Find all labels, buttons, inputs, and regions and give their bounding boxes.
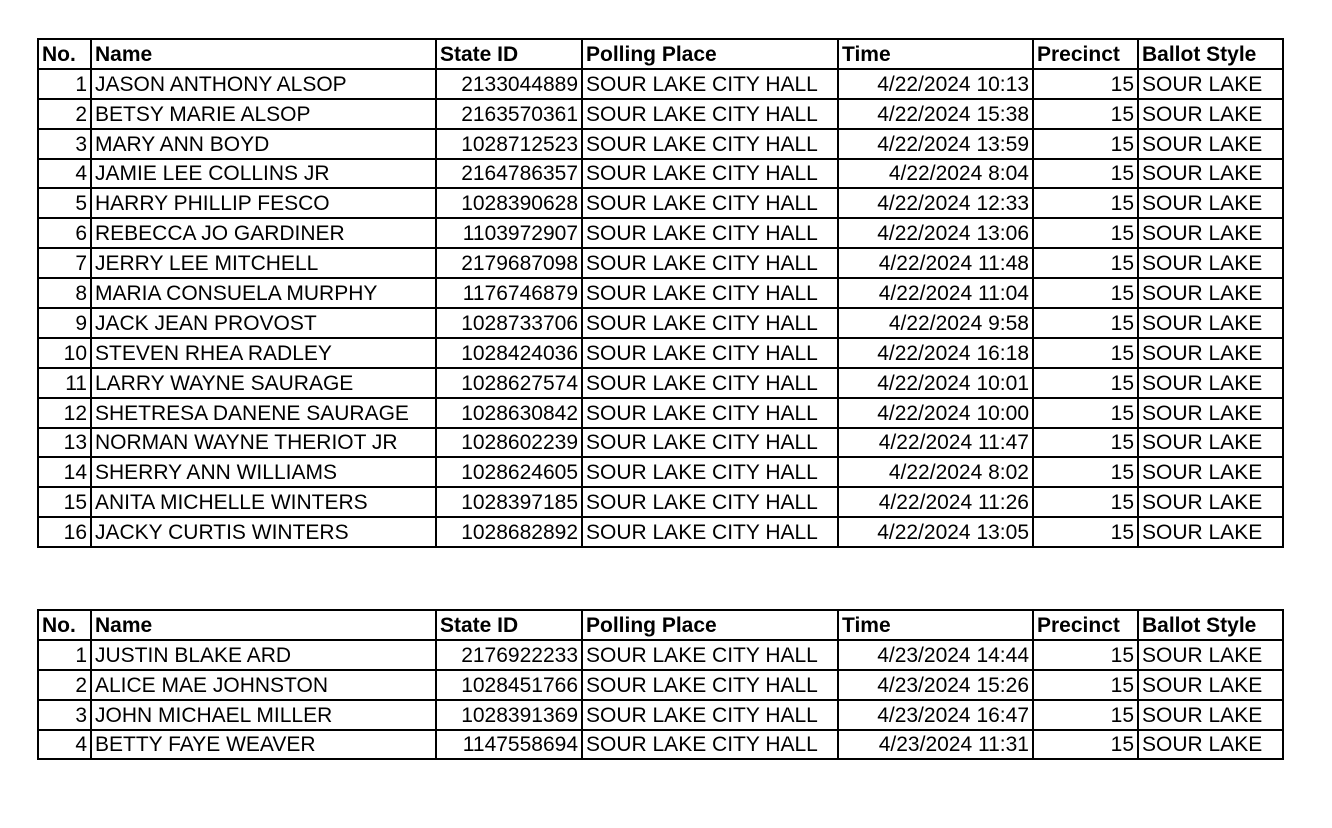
cell-polling-place: SOUR LAKE CITY HALL	[582, 428, 838, 458]
cell-no: 14	[38, 457, 91, 487]
table-row	[38, 640, 1283, 670]
cell-name: LARRY WAYNE SAURAGE	[91, 368, 436, 398]
header-name: Name	[91, 610, 436, 640]
cell-no: 2	[38, 670, 91, 700]
cell-state-id: 2179687098	[436, 248, 582, 278]
cell-polling-place: SOUR LAKE CITY HALL	[582, 159, 838, 189]
cell-precinct: 15	[1033, 248, 1138, 278]
cell-time: 4/22/2024 11:26	[838, 487, 1033, 517]
table-row	[38, 188, 1283, 218]
cell-state-id: 2133044889	[436, 69, 582, 99]
cell-time: 4/22/2024 12:33	[838, 188, 1033, 218]
cell-ballot-style: SOUR LAKE	[1138, 188, 1283, 218]
cell-ballot-style: SOUR LAKE	[1138, 218, 1283, 248]
cell-time: 4/22/2024 15:38	[838, 99, 1033, 129]
cell-state-id: 1028733706	[436, 308, 582, 338]
cell-ballot-style: SOUR LAKE	[1138, 248, 1283, 278]
cell-ballot-style: SOUR LAKE	[1138, 517, 1283, 547]
cell-precinct: 15	[1033, 517, 1138, 547]
cell-no: 16	[38, 517, 91, 547]
cell-no: 8	[38, 278, 91, 308]
cell-precinct: 15	[1033, 129, 1138, 159]
cell-time: 4/22/2024 11:48	[838, 248, 1033, 278]
cell-precinct: 15	[1033, 700, 1138, 730]
cell-ballot-style: SOUR LAKE	[1138, 159, 1283, 189]
cell-ballot-style: SOUR LAKE	[1138, 99, 1283, 129]
cell-no: 3	[38, 700, 91, 730]
cell-no: 5	[38, 188, 91, 218]
cell-time: 4/23/2024 15:26	[838, 670, 1033, 700]
table-row	[38, 159, 1283, 189]
table-row	[38, 487, 1283, 517]
cell-no: 2	[38, 99, 91, 129]
cell-polling-place: SOUR LAKE CITY HALL	[582, 487, 838, 517]
table-row	[38, 398, 1283, 428]
cell-no: 10	[38, 338, 91, 368]
cell-name: SHERRY ANN WILLIAMS	[91, 457, 436, 487]
table-row	[38, 218, 1283, 248]
cell-precinct: 15	[1033, 159, 1138, 189]
cell-precinct: 15	[1033, 670, 1138, 700]
cell-state-id: 1028624605	[436, 457, 582, 487]
table-row	[38, 99, 1283, 129]
cell-ballot-style: SOUR LAKE	[1138, 700, 1283, 730]
cell-time: 4/22/2024 13:06	[838, 218, 1033, 248]
cell-precinct: 15	[1033, 457, 1138, 487]
cell-no: 7	[38, 248, 91, 278]
header-state-id: State ID	[436, 39, 582, 69]
cell-ballot-style: SOUR LAKE	[1138, 398, 1283, 428]
cell-time: 4/22/2024 11:47	[838, 428, 1033, 458]
table-row	[38, 69, 1283, 99]
cell-precinct: 15	[1033, 428, 1138, 458]
cell-name: ALICE MAE JOHNSTON	[91, 670, 436, 700]
cell-name: REBECCA JO GARDINER	[91, 218, 436, 248]
cell-polling-place: SOUR LAKE CITY HALL	[582, 398, 838, 428]
cell-name: BETSY MARIE ALSOP	[91, 99, 436, 129]
cell-no: 9	[38, 308, 91, 338]
table-row	[38, 248, 1283, 278]
cell-polling-place: SOUR LAKE CITY HALL	[582, 188, 838, 218]
cell-polling-place: SOUR LAKE CITY HALL	[582, 670, 838, 700]
cell-name: JACKY CURTIS WINTERS	[91, 517, 436, 547]
cell-time: 4/22/2024 13:59	[838, 129, 1033, 159]
cell-polling-place: SOUR LAKE CITY HALL	[582, 278, 838, 308]
table-row	[38, 730, 1283, 760]
cell-state-id: 1147558694	[436, 730, 582, 760]
cell-ballot-style: SOUR LAKE	[1138, 730, 1283, 760]
cell-precinct: 15	[1033, 278, 1138, 308]
cell-name: JOHN MICHAEL MILLER	[91, 700, 436, 730]
cell-polling-place: SOUR LAKE CITY HALL	[582, 700, 838, 730]
header-time: Time	[838, 39, 1033, 69]
cell-no: 12	[38, 398, 91, 428]
cell-state-id: 1028682892	[436, 517, 582, 547]
header-no: No.	[38, 39, 91, 69]
cell-time: 4/22/2024 16:18	[838, 338, 1033, 368]
cell-ballot-style: SOUR LAKE	[1138, 640, 1283, 670]
cell-time: 4/22/2024 10:13	[838, 69, 1033, 99]
header-polling-place: Polling Place	[582, 610, 838, 640]
cell-name: MARY ANN BOYD	[91, 129, 436, 159]
header-time: Time	[838, 610, 1033, 640]
cell-time: 4/22/2024 8:02	[838, 457, 1033, 487]
cell-polling-place: SOUR LAKE CITY HALL	[582, 338, 838, 368]
cell-name: MARIA CONSUELA MURPHY	[91, 278, 436, 308]
cell-name: JUSTIN BLAKE ARD	[91, 640, 436, 670]
cell-state-id: 1028451766	[436, 670, 582, 700]
cell-name: STEVEN RHEA RADLEY	[91, 338, 436, 368]
cell-ballot-style: SOUR LAKE	[1138, 428, 1283, 458]
header-no: No.	[38, 610, 91, 640]
cell-no: 13	[38, 428, 91, 458]
cell-no: 1	[38, 640, 91, 670]
table-row	[38, 308, 1283, 338]
cell-precinct: 15	[1033, 99, 1138, 129]
cell-no: 1	[38, 69, 91, 99]
cell-ballot-style: SOUR LAKE	[1138, 338, 1283, 368]
table-row	[38, 338, 1283, 368]
cell-state-id: 1176746879	[436, 278, 582, 308]
cell-state-id: 1028627574	[436, 368, 582, 398]
header-row	[38, 39, 1283, 69]
cell-time: 4/23/2024 11:31	[838, 730, 1033, 760]
cell-no: 4	[38, 159, 91, 189]
cell-ballot-style: SOUR LAKE	[1138, 69, 1283, 99]
cell-time: 4/22/2024 8:04	[838, 159, 1033, 189]
header-ballot-style: Ballot Style	[1138, 39, 1283, 69]
cell-precinct: 15	[1033, 398, 1138, 428]
cell-polling-place: SOUR LAKE CITY HALL	[582, 640, 838, 670]
cell-precinct: 15	[1033, 487, 1138, 517]
cell-precinct: 15	[1033, 218, 1138, 248]
header-precinct: Precinct	[1033, 39, 1138, 69]
header-polling-place: Polling Place	[582, 39, 838, 69]
cell-state-id: 1028397185	[436, 487, 582, 517]
table-row	[38, 517, 1283, 547]
cell-polling-place: SOUR LAKE CITY HALL	[582, 129, 838, 159]
cell-polling-place: SOUR LAKE CITY HALL	[582, 730, 838, 760]
cell-state-id: 1028390628	[436, 188, 582, 218]
table-row	[38, 670, 1283, 700]
cell-time: 4/22/2024 11:04	[838, 278, 1033, 308]
cell-name: JERRY LEE MITCHELL	[91, 248, 436, 278]
cell-polling-place: SOUR LAKE CITY HALL	[582, 308, 838, 338]
header-name: Name	[91, 39, 436, 69]
cell-state-id: 1028630842	[436, 398, 582, 428]
cell-precinct: 15	[1033, 308, 1138, 338]
header-precinct: Precinct	[1033, 610, 1138, 640]
cell-time: 4/23/2024 16:47	[838, 700, 1033, 730]
cell-name: BETTY FAYE WEAVER	[91, 730, 436, 760]
cell-no: 6	[38, 218, 91, 248]
cell-ballot-style: SOUR LAKE	[1138, 487, 1283, 517]
cell-state-id: 2163570361	[436, 99, 582, 129]
cell-name: SHETRESA DANENE SAURAGE	[91, 398, 436, 428]
cell-name: HARRY PHILLIP FESCO	[91, 188, 436, 218]
cell-name: JACK JEAN PROVOST	[91, 308, 436, 338]
cell-no: 4	[38, 730, 91, 760]
cell-state-id: 1103972907	[436, 218, 582, 248]
cell-ballot-style: SOUR LAKE	[1138, 129, 1283, 159]
header-state-id: State ID	[436, 610, 582, 640]
cell-name: JASON ANTHONY ALSOP	[91, 69, 436, 99]
voter-table-april-23	[37, 609, 1284, 760]
cell-time: 4/22/2024 10:00	[838, 398, 1033, 428]
cell-polling-place: SOUR LAKE CITY HALL	[582, 457, 838, 487]
table-row	[38, 457, 1283, 487]
cell-precinct: 15	[1033, 338, 1138, 368]
cell-polling-place: SOUR LAKE CITY HALL	[582, 99, 838, 129]
cell-time: 4/23/2024 14:44	[838, 640, 1033, 670]
cell-ballot-style: SOUR LAKE	[1138, 457, 1283, 487]
cell-no: 15	[38, 487, 91, 517]
cell-ballot-style: SOUR LAKE	[1138, 670, 1283, 700]
cell-no: 11	[38, 368, 91, 398]
cell-precinct: 15	[1033, 640, 1138, 670]
table-row	[38, 368, 1283, 398]
cell-polling-place: SOUR LAKE CITY HALL	[582, 248, 838, 278]
table-row	[38, 700, 1283, 730]
table-row	[38, 428, 1283, 458]
header-ballot-style: Ballot Style	[1138, 610, 1283, 640]
cell-precinct: 15	[1033, 368, 1138, 398]
cell-state-id: 1028712523	[436, 129, 582, 159]
cell-polling-place: SOUR LAKE CITY HALL	[582, 368, 838, 398]
cell-state-id: 1028602239	[436, 428, 582, 458]
table-row	[38, 129, 1283, 159]
cell-polling-place: SOUR LAKE CITY HALL	[582, 218, 838, 248]
cell-polling-place: SOUR LAKE CITY HALL	[582, 69, 838, 99]
cell-ballot-style: SOUR LAKE	[1138, 278, 1283, 308]
table-row	[38, 278, 1283, 308]
cell-name: ANITA MICHELLE WINTERS	[91, 487, 436, 517]
cell-precinct: 15	[1033, 188, 1138, 218]
cell-time: 4/22/2024 10:01	[838, 368, 1033, 398]
cell-precinct: 15	[1033, 730, 1138, 760]
cell-state-id: 2164786357	[436, 159, 582, 189]
header-row	[38, 610, 1283, 640]
cell-name: JAMIE LEE COLLINS JR	[91, 159, 436, 189]
cell-ballot-style: SOUR LAKE	[1138, 368, 1283, 398]
voter-table-april-22	[37, 38, 1284, 548]
cell-state-id: 1028424036	[436, 338, 582, 368]
cell-polling-place: SOUR LAKE CITY HALL	[582, 517, 838, 547]
cell-state-id: 1028391369	[436, 700, 582, 730]
cell-time: 4/22/2024 13:05	[838, 517, 1033, 547]
cell-state-id: 2176922233	[436, 640, 582, 670]
cell-no: 3	[38, 129, 91, 159]
cell-ballot-style: SOUR LAKE	[1138, 308, 1283, 338]
cell-name: NORMAN WAYNE THERIOT JR	[91, 428, 436, 458]
cell-time: 4/22/2024 9:58	[838, 308, 1033, 338]
cell-precinct: 15	[1033, 69, 1138, 99]
